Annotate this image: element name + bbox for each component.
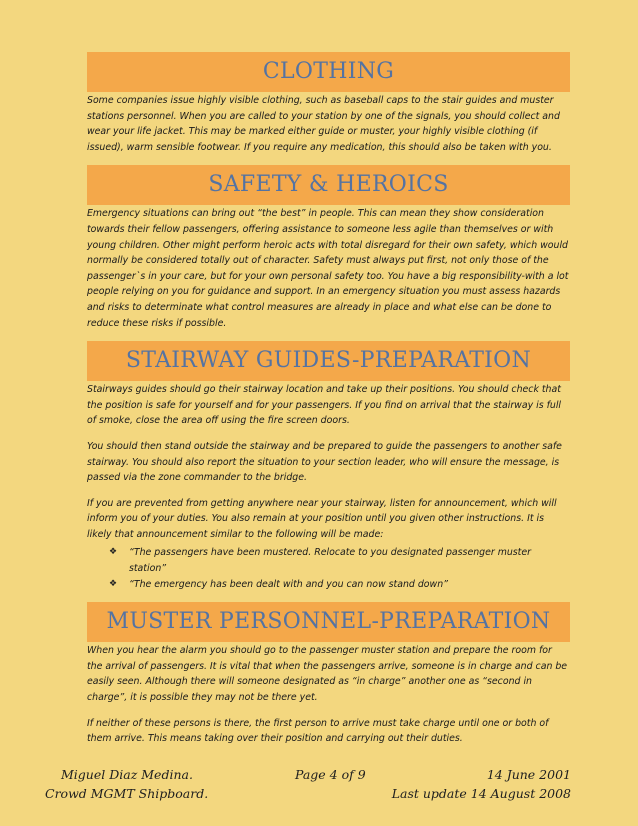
- section-paragraph: When you hear the alarm you should go to the passenger muster station and prepare the room for the arrival of passengers. It is vital that when the passengers arrive, someone is in charge and can be easily seen. Although there will someone designated as “in charge” another one as “second in charge”, it is possible they may not be there yet.: [87, 645, 568, 704]
- section-paragraph: If neither of these persons is there, the first person to arrive must take charge until one or both of them arrive. This means taking over their position and carrying out their duties.: [87, 717, 549, 745]
- section-paragraph: If you are prevented from getting anywhere near your stairway, listen for announcement, which will inform you of your duties. You also remain at your position until you given other instructions. It is likely that announcement similar to the following will be made:: [87, 497, 557, 540]
- content-column: [87, 52, 570, 747]
- section-paragraph: You should then stand outside the stairway and be prepared to guide the passengers to another safe stairway. You should also report the situation to your section leader, who will ensure the message, is passed via the zone commander to the bridge.: [87, 440, 562, 484]
- section-spacer: [87, 155, 570, 165]
- section-heading: STAIRWAY GUIDES-PREPARATION: [87, 341, 570, 381]
- diamond-bullet-icon: ❖: [109, 578, 118, 589]
- footer-last-update: Last update 14 August 2008: [391, 786, 571, 801]
- section-muster-personnel: [87, 602, 570, 747]
- list-item: [109, 545, 570, 576]
- diamond-bullet-icon: ❖: [109, 547, 118, 558]
- section-heading: CLOTHING: [87, 52, 570, 92]
- section-heading: SAFETY & HEROICS: [87, 165, 570, 205]
- announcement-list: [87, 545, 570, 592]
- list-item: [109, 577, 570, 593]
- section-spacer: [87, 592, 570, 602]
- list-item-text: “The passengers have been mustered. Relocate to you designated passenger muster station”: [129, 547, 531, 575]
- page-footer: [45, 767, 573, 807]
- footer-org: Crowd MGMT Shipboard.: [45, 786, 209, 801]
- footer-author: Miguel Diaz Medina.: [61, 767, 193, 782]
- footer-date: 14 June 2001: [486, 767, 571, 782]
- section-stairway-guides: [87, 341, 570, 592]
- section-heading: MUSTER PERSONNEL-PREPARATION: [87, 602, 570, 642]
- footer-page-number: Page 4 of 9: [295, 767, 366, 782]
- section-clothing: [87, 52, 570, 155]
- section-paragraph: Emergency situations can bring out “the best” in people. This can mean they show consideration towards their fellow passengers, offering assistance to someone less agile than themselves or with young children. Other might perform heroic acts with total disregard for their own safety, which would normally be considered totally out of character. Safety must always put first, not only those of the passenger`s in your care, but for your own personal safety too. You have a big responsibility-with a lot people relying on you for guidance and support. In an emergency situation you must assess hazards and risks to determinate what control measures are already in place and what else can be done to reduce these risks if possible.: [87, 208, 569, 329]
- section-safety-heroics: [87, 165, 570, 331]
- section-paragraph: Stairways guides should go their stairway location and take up their positions. You should check that the position is safe for yourself and for your passengers. If you find on arrival that the stairway is full of smoke, close the area off using the fire screen doors.: [87, 384, 562, 427]
- section-spacer: [87, 331, 570, 341]
- list-item-text: “The emergency has been dealt with and you can now stand down”: [129, 578, 448, 590]
- section-paragraph: Some companies issue highly visible clothing, such as baseball caps to the stair guides and muster stations personnel. When you are called to your station by one of the signals, you should collect and wear your life jacket. This may be marked either guide or muster, your highly visible clothing (if issued), warm sensible footwear. If you require any medication, this should also be taken with you.: [87, 95, 560, 153]
